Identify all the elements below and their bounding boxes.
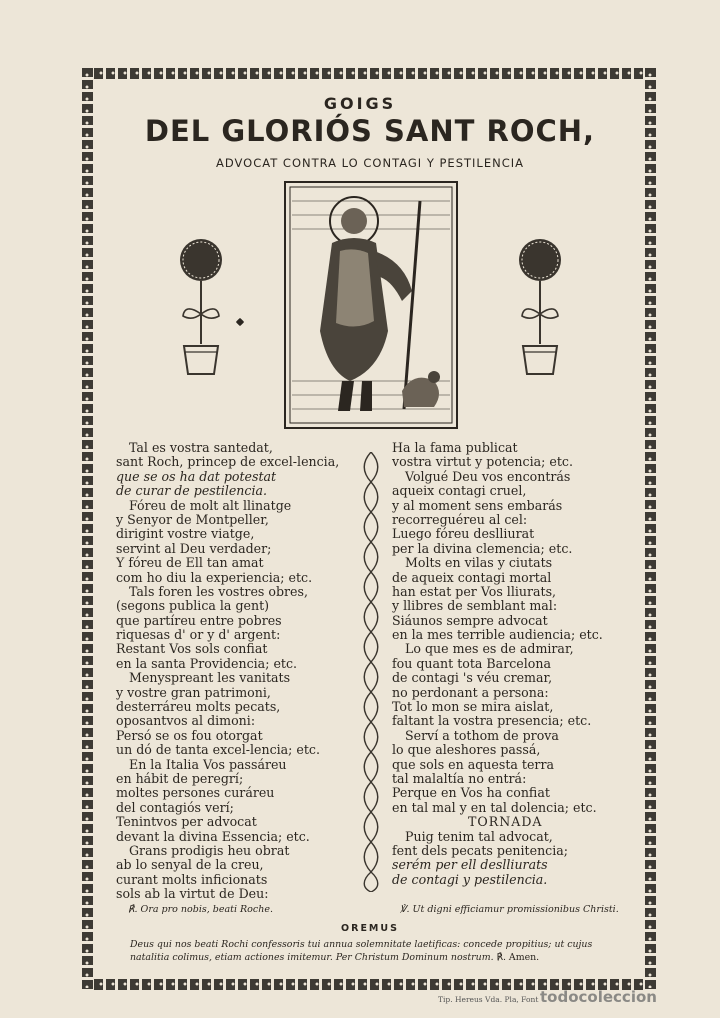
verse-line: recorreguéreu al cel: bbox=[392, 511, 528, 527]
verse-line: en la santa Providencia; etc. bbox=[116, 655, 298, 671]
verse-line: moltes persones curáreu bbox=[116, 785, 275, 801]
prayer-amen: ℟. Amen. bbox=[496, 952, 540, 963]
verses-right-column bbox=[392, 441, 603, 887]
verse-line: Perque en Vos ha confiat bbox=[392, 785, 550, 801]
verse-line: del contagiós verí; bbox=[116, 799, 234, 815]
verse-line: sols ab la virtut de Deu: bbox=[116, 886, 269, 902]
verse-line: y vostre gran patrimoni, bbox=[116, 684, 271, 700]
saint-roch-woodcut-image bbox=[284, 181, 458, 429]
title-main: DEL GLORIÓS SANT ROCH, bbox=[144, 114, 596, 148]
title-goigs: GOIGS bbox=[323, 94, 397, 113]
verse-line: en hábit de peregrí; bbox=[116, 770, 244, 786]
verse-line: Serví a tothom de prova bbox=[405, 727, 559, 743]
verse-line: com ho diu la experiencia; etc. bbox=[116, 569, 313, 585]
verse-line: fou quant tota Barcelona bbox=[392, 655, 551, 671]
prayer-body: Deus qui nos beati Rochi confessoris tui annua solemnitate laetificas: concede propitius; ut cujus natalitia colimus, etiam actiones imitemur. Per Christum Dominum nostrum. bbox=[130, 939, 593, 963]
verse-line: Y fóreu de Ell tan amat bbox=[116, 555, 264, 571]
verse-line: Siáunos sempre advocat bbox=[392, 612, 548, 628]
response-left: ℟. Ora pro nobis, beati Roche. bbox=[128, 904, 273, 915]
printer-credit: Tip. Hereus Vda. Pla, Font bbox=[438, 995, 539, 1004]
verse-line: sant Roch, princep de excel-lencia, bbox=[116, 454, 340, 470]
verse-line: riquesas d' or y d' argent: bbox=[116, 627, 281, 643]
verse-line: Menyspreant les vanitats bbox=[129, 670, 291, 686]
border-right bbox=[645, 68, 656, 990]
verse-line: no perdonant a persona: bbox=[392, 684, 549, 700]
verse-line: per la divina clemencia; etc. bbox=[392, 540, 573, 556]
verse-line: vostra virtut y potencia; etc. bbox=[392, 454, 573, 470]
verse-line: servint al Deu verdader; bbox=[116, 540, 272, 556]
border-left bbox=[82, 68, 93, 990]
verse-line: y Senyor de Montpeller, bbox=[116, 511, 269, 527]
verse-line: Tals foren les vostres obres, bbox=[129, 583, 308, 599]
verse-line: en la mes terrible audiencia; etc. bbox=[392, 627, 603, 643]
verse-line: ab lo senyal de la creu, bbox=[116, 857, 264, 873]
verse-line: de curar de pestilencia. bbox=[116, 483, 268, 499]
verse-line: y llibres de semblant mal: bbox=[392, 598, 558, 614]
verse-line: faltant la vostra presencia; etc. bbox=[392, 713, 592, 729]
verse-line: devant la divina Essencia; etc. bbox=[116, 828, 310, 844]
verse-line: han estat per Vos lliurats, bbox=[392, 583, 557, 599]
verse-line: oposantvos al dimoni: bbox=[116, 713, 256, 729]
verse-line: (segons publica la gent) bbox=[116, 598, 270, 614]
verse-line: Tal es vostra santedat, bbox=[129, 440, 273, 455]
verse-line: serém per ell deslliurats bbox=[392, 857, 548, 873]
verse-line: Ha la fama publicat bbox=[392, 440, 518, 455]
prayer-text bbox=[130, 938, 630, 964]
verse-line: Tenintvos per advocat bbox=[116, 814, 257, 830]
potted-tree-icon bbox=[515, 236, 565, 376]
verse-line: de aqueix contagi mortal bbox=[392, 569, 552, 585]
verse-line: que sols en aquesta terra bbox=[392, 756, 554, 772]
verse-line: Volgué Deu vos encontrás bbox=[405, 468, 571, 484]
border-top bbox=[82, 68, 656, 79]
verse-line: un dó de tanta excel-lencia; etc. bbox=[116, 742, 320, 758]
verse-line: TORNADA bbox=[468, 814, 543, 830]
subtitle: ADVOCAT CONTRA LO CONTAGI Y PESTILENCIA bbox=[216, 156, 524, 170]
verse-line: Fóreu de molt alt llinatge bbox=[129, 497, 292, 513]
verse-line: lo que aleshores passá, bbox=[392, 742, 541, 758]
verse-line: Molts en vilas y ciutats bbox=[405, 555, 553, 571]
verse-line: y al moment sens embarás bbox=[392, 497, 563, 513]
watermark: todocoleccion bbox=[540, 988, 657, 1006]
potted-tree-icon bbox=[176, 236, 226, 376]
verse-line: de contagi 's véu cremar, bbox=[392, 670, 553, 686]
verse-line: curant molts inficionats bbox=[116, 871, 268, 887]
verse-line: de contagi y pestilencia. bbox=[392, 871, 548, 887]
oremus-heading: OREMUS bbox=[341, 923, 399, 934]
verse-line: En la Italia Vos passáreu bbox=[129, 756, 287, 772]
verse-line: dirigint vostre viatge, bbox=[116, 526, 255, 542]
verse-line: Tot lo mon se mira aislat, bbox=[392, 699, 554, 715]
response-right: ℣. Ut digni efficiamur promissionibus Christi. bbox=[400, 904, 619, 915]
verse-line: aqueix contagi cruel, bbox=[392, 483, 527, 499]
verse-line: Luego fóreu deslliurat bbox=[392, 526, 535, 542]
verse-line: que partíreu entre pobres bbox=[116, 612, 282, 628]
verse-line: Persó se os fou otorgat bbox=[116, 727, 263, 743]
verses-left-column bbox=[116, 441, 339, 902]
verse-line: que se os ha dat potestat bbox=[116, 468, 277, 484]
verse-line: en tal mal y en tal dolencia; etc. bbox=[392, 799, 597, 815]
verse-line: Lo que mes es de admirar, bbox=[405, 641, 574, 657]
verse-line: desterráreu molts pecats, bbox=[116, 699, 281, 715]
ornamental-column-divider bbox=[360, 452, 382, 892]
verse-line: tal malaltía no entrá: bbox=[392, 770, 527, 786]
verse-line: fent dels pecats penitencia; bbox=[392, 842, 569, 858]
verse-line: Restant Vos sols confiat bbox=[116, 641, 268, 657]
verse-line: Grans prodigis heu obrat bbox=[129, 842, 290, 858]
verse-line: Puig tenim tal advocat, bbox=[405, 828, 553, 844]
